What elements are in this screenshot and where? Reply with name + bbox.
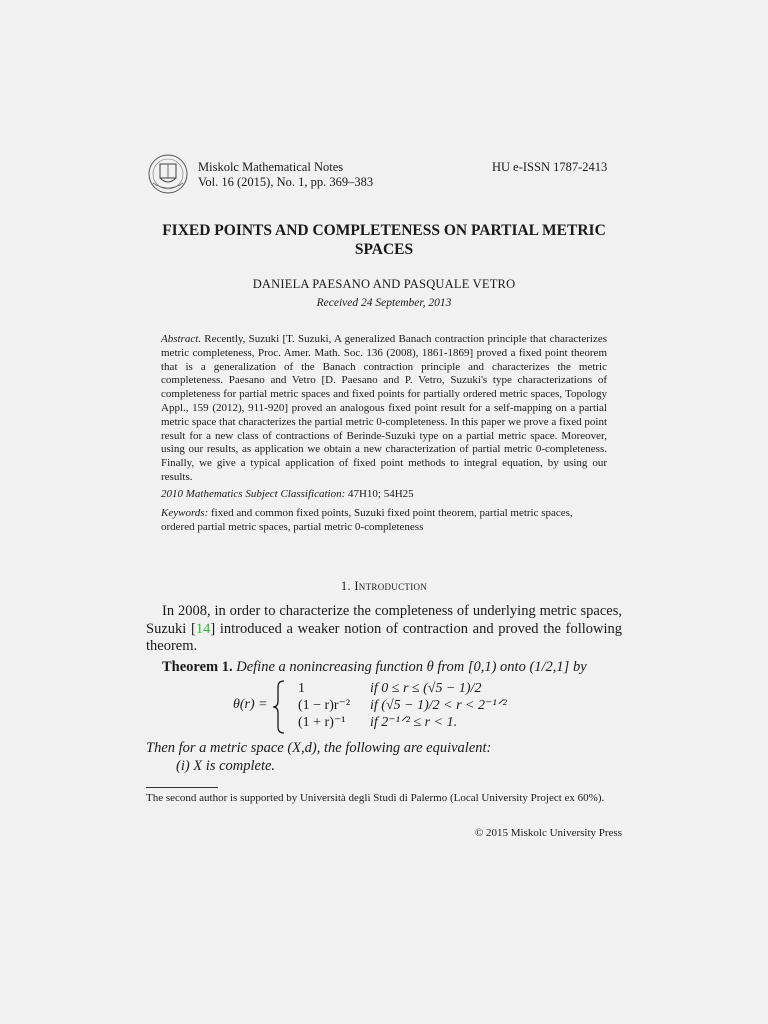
- case-value: (1 − r)r⁻²: [298, 698, 351, 713]
- theorem-label: Theorem 1.: [162, 659, 233, 675]
- theorem-then: Then for a metric space (X,d), the following are equivalent:: [146, 740, 492, 756]
- paper-authors: DANIELA PAESANO AND PASQUALE VETRO: [252, 277, 516, 291]
- intro-text-before: In 2008, in order to characterize the completeness of underlying metric spaces, Suzuki [: [146, 603, 622, 637]
- abstract-text: Recently, Suzuki [T. Suzuki, A generalized Banach contraction principle that characterizes metric completeness, Proc. Amer. Math. Soc. 136 (2008), 1861-1869] proved a fixed point theorem that is a generalization of the Banach contraction principle and characterizes the metric completeness. Paesano and Vetro [D. Paesano and P. Vetro, Suzuki's type characterizations of completeness for partial metric spaces and fixed points for partially ordered metric spaces, Topology Appl., 159 (2012), 911-920] proved an analogous fixed point result for a self-mapping on a partial metric space that characterizes the partial metric 0-completeness. In this paper we prove a fixed point result for a new class of contractions of Berinde-Suzuki type on a partial metric space. Moreover, using our results, as application we obtain a new characterization of partial metric 0-completeness. Finally, we give a typical application of fixed point methods to integral equation, by using our results.: [161, 333, 608, 483]
- journal-volume: Vol. 16 (2015), No. 1, pp. 369–383: [198, 175, 374, 189]
- university-seal-logo: [147, 153, 189, 195]
- case-condition: if 2⁻¹ᐟ² ≤ r < 1.: [370, 715, 458, 730]
- copyright-notice: © 2015 Miskolc University Press: [474, 827, 622, 839]
- paper-title: FIXED POINTS AND COMPLETENESS ON PARTIAL METRIC SPACES: [162, 222, 606, 258]
- msc-value: 47H10; 54H25: [347, 488, 414, 500]
- section-title: Introduction: [354, 579, 428, 593]
- case-condition: if (√5 − 1)/2 < r < 2⁻¹ᐟ²: [370, 698, 507, 713]
- theorem-item: (i) X is complete.: [176, 758, 276, 774]
- abstract: [161, 333, 607, 485]
- theorem-text: Define a nonincreasing function θ from [0,1) onto (1/2,1] by: [236, 659, 587, 675]
- footnote: The second author is supported by Università degli Studi di Palermo (Local University Project ex 60%).: [146, 792, 605, 804]
- footnote-divider: [146, 787, 218, 788]
- abstract-label: Abstract.: [161, 333, 202, 345]
- citation-link[interactable]: 14: [195, 620, 211, 637]
- received-date: Received 24 September, 2013: [316, 297, 452, 309]
- msc-classification: [161, 488, 607, 500]
- case-value: (1 + r)⁻¹: [298, 715, 346, 730]
- intro-text-after: ] introduced a weaker notion of contraction and proved the following theorem.: [146, 620, 623, 654]
- theorem-statement: [162, 659, 622, 677]
- journal-name: Miskolc Mathematical Notes: [198, 160, 344, 174]
- keywords-label: Keywords:: [161, 507, 209, 519]
- keywords-value: fixed and common fixed points, Suzuki fixed point theorem, partial metric spaces, ordered partial metric spaces, partial metric 0-completeness: [161, 507, 573, 533]
- function-lhs: θ(r) =: [233, 697, 268, 712]
- intro-paragraph: [146, 603, 622, 656]
- journal-issn: HU e-ISSN 1787-2413: [492, 160, 608, 174]
- section-number: 1.: [340, 579, 351, 593]
- case-condition: if 0 ≤ r ≤ (√5 − 1)/2: [370, 681, 482, 696]
- keywords: [161, 507, 607, 535]
- section-heading: [0, 579, 768, 594]
- msc-label: 2010 Mathematics Subject Classification:: [161, 488, 346, 500]
- case-value: 1: [298, 681, 305, 696]
- left-brace-icon: [272, 680, 286, 734]
